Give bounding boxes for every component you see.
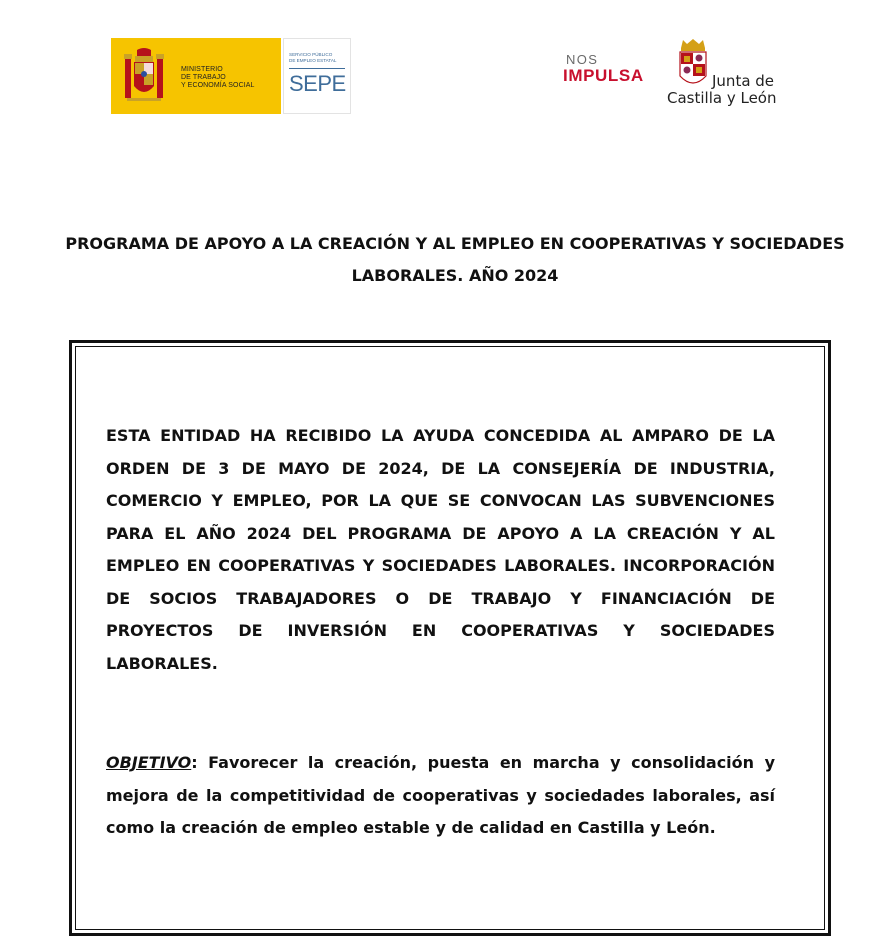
nos-impulsa-impulsa: IMPULSA xyxy=(563,66,644,85)
sepe-divider xyxy=(289,68,345,69)
nos-impulsa-nos: NOS xyxy=(566,52,599,67)
ministry-line-3: Y ECONOMÍA SOCIAL xyxy=(181,82,255,89)
ministry-logo xyxy=(111,38,281,114)
document-title: PROGRAMA DE APOYO A LA CREACIÓN Y AL EMPLEO EN COOPERATIVAS Y SOCIEDADES LABORALES. AÑO 2024 xyxy=(65,234,845,285)
sepe-subtitle-line-2: DE EMPLEO ESTATAL xyxy=(289,57,337,63)
sepe-acronym: SEPE xyxy=(289,71,346,96)
spain-coat-of-arms-icon xyxy=(123,48,165,104)
objective-label: OBJETIVO xyxy=(106,753,192,772)
castilla-leon-shield-icon xyxy=(675,38,711,90)
objective-paragraph xyxy=(106,747,775,845)
ministry-line-1: MINISTERIO xyxy=(181,66,223,73)
sepe-logo xyxy=(283,38,351,114)
ministry-name xyxy=(181,66,255,90)
objective-text: : Favorecer la creación, puesta en marcha y consolidación y mejora de la competitividad de cooperativas y sociedades laborales, así como la creación de empleo estable y de calidad en Castilla y León. xyxy=(106,753,775,837)
sepe-subtitle-line-1: SERVICIO PÚBLICO xyxy=(289,52,333,57)
junta-line-2: Castilla y León xyxy=(667,89,777,107)
sepe-subtitle xyxy=(289,52,336,63)
funding-statement: ESTA ENTIDAD HA RECIBIDO LA AYUDA CONCEDIDA AL AMPARO DE LA ORDEN DE 3 DE MAYO DE 2024, DE LA CONSEJERÍA DE INDUSTRIA, COMERCIO Y EMPLEO, POR LA QUE SE CONVOCAN LAS SUBVENCIONES PARA EL AÑO 2024 DEL PROGRAMA DE APOYO A LA CREACIÓN Y AL EMPLEO EN COOPERATIVAS Y SOCIEDADES LABORALES. INCORPORACIÓN DE SOCIOS TRABAJADORES O DE TRABAJO Y FINANCIACIÓN DE PROYECTOS DE INVERSIÓN EN COOPERATIVAS Y SOCIEDADES LABORALES. xyxy=(106,426,775,673)
junta-line-1: Junta de xyxy=(712,72,775,90)
ministry-line-2: DE TRABAJO xyxy=(181,74,226,81)
